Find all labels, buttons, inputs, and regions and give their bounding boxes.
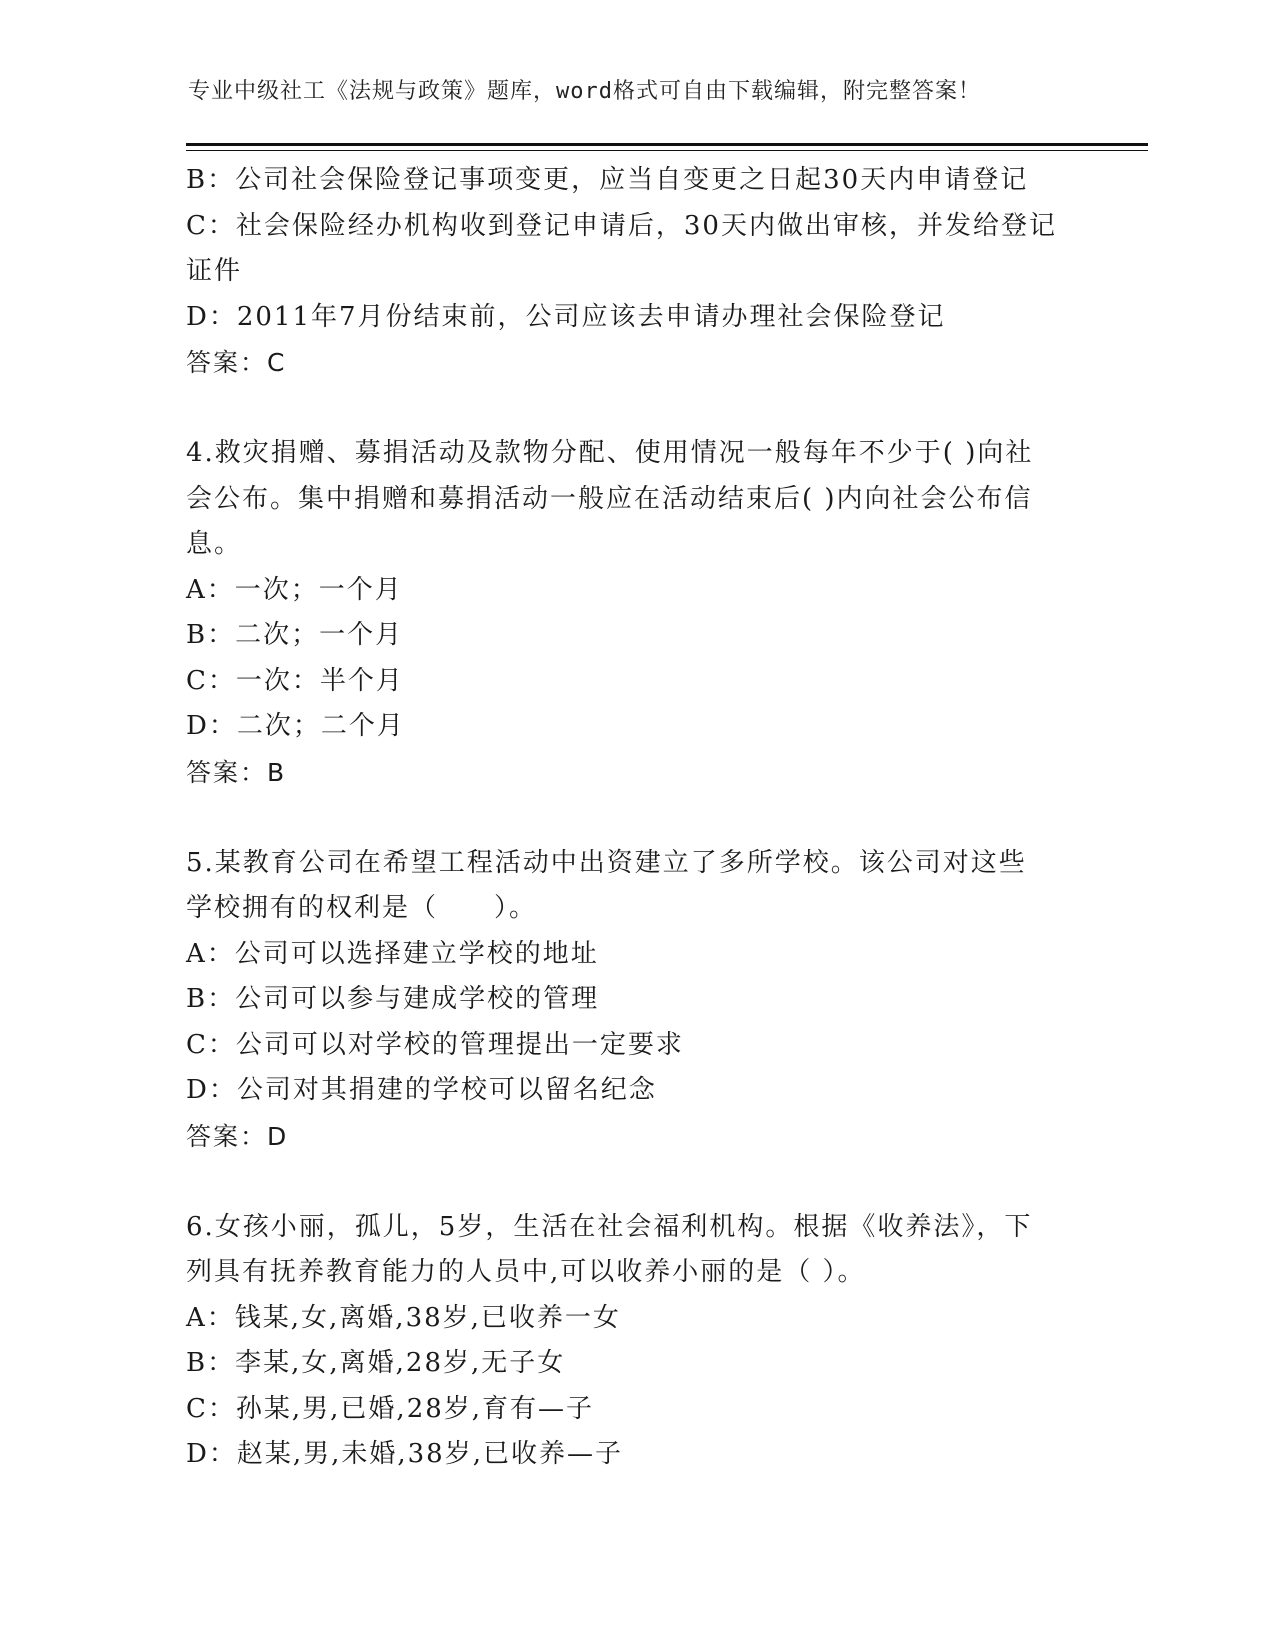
answer: 答案：D [186,1121,289,1151]
option-b: B：公司社会保险登记事项变更，应当自变更之日起30天内申请登记 [186,165,1029,195]
option-c: C：一次：半个月 [186,665,404,696]
option-a: A：一次；一个月 [186,574,403,605]
document-body [186,158,1086,1478]
option-c-continued: 证件 [186,256,243,286]
option-d: D：2011年7月份结束前，公司应该去申请办理社会保险登记 [186,301,946,332]
option-d: D：赵某,男,未婚,38岁,已收养—子 [186,1439,623,1469]
option-c: C：社会保险经办机构收到登记申请后，30天内做出审核，并发给登记 [186,210,1057,241]
question-4 [186,431,1086,795]
document-header: 专业中级社工《法规与政策》题库，word格式可自由下载编辑，附完整答案！ [188,79,981,104]
option-c: C：孙某,男,已婚,28岁,育有—子 [186,1393,595,1424]
question-stem: 6.女孩小丽，孤儿，5岁，生活在社会福利机构。根据《收养法》，下 [186,1211,1033,1242]
question-6 [186,1205,1086,1478]
answer: 答案：B [186,757,287,787]
answer: 答案：C [186,348,287,377]
option-b: B：李某,女,离婚,28岁,无子女 [186,1348,566,1378]
question-stem: 息。 [186,529,243,559]
header-rule-thin [186,150,1148,151]
option-b: B：公司可以参与建成学校的管理 [186,984,600,1014]
option-a: A：公司可以选择建立学校的地址 [186,938,599,969]
question-stem: 会公布。集中捐赠和募捐活动一般应在活动结束后( )内向社会公布信 [186,483,1033,514]
question-3-tail [186,158,1086,386]
option-c: C：公司可以对学校的管理提出一定要求 [186,1029,684,1060]
option-d: D：公司对其捐建的学校可以留名纪念 [186,1075,657,1105]
question-stem: 4.救灾捐赠、募捐活动及款物分配、使用情况一般每年不少于( )向社 [186,438,1034,468]
question-stem: 5.某教育公司在希望工程活动中出资建立了多所学校。该公司对这些 [186,847,1027,878]
question-5 [186,841,1086,1160]
option-b: B：二次；一个月 [186,620,404,650]
header-rule-thick [186,143,1148,146]
option-a: A：钱某,女,离婚,38岁,已收养一女 [186,1302,621,1333]
question-stem: 学校拥有的权利是（ ）。 [186,893,538,923]
question-stem: 列具有抚养教育能力的人员中,可以收养小丽的是（ ）。 [186,1257,866,1287]
option-d: D：二次；二个月 [186,711,405,741]
